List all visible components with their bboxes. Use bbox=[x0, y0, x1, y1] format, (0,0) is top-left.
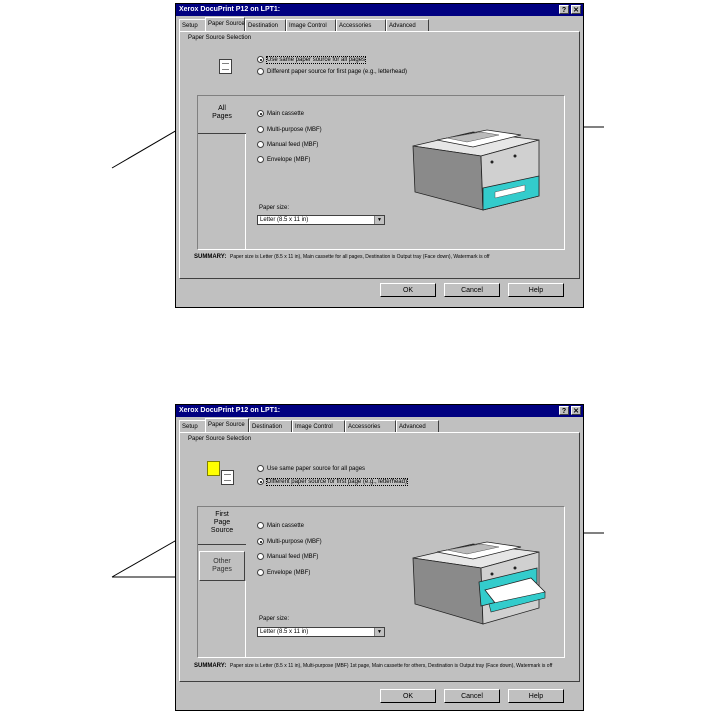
ok-button[interactable]: OK bbox=[380, 689, 436, 703]
paper-size-label: Paper size: bbox=[259, 205, 290, 211]
tab-image-control[interactable]: Image Control bbox=[292, 420, 345, 432]
radio-label: Use same paper source for all pages bbox=[267, 57, 366, 64]
tab-panel bbox=[179, 31, 580, 279]
radio-label: Envelope (MBF) bbox=[267, 570, 311, 577]
radio-label: Use same paper source for all pages bbox=[267, 466, 366, 473]
radio-label: Different paper source for first page (e.g., letterhead) bbox=[267, 69, 407, 76]
radio-button[interactable] bbox=[257, 110, 264, 117]
radio-label: Manual feed (MBF) bbox=[267, 142, 319, 149]
source-multi-purpose[interactable] bbox=[257, 538, 322, 546]
tab-paper-source[interactable]: Paper Source bbox=[205, 17, 245, 31]
printer-main-cassette-image bbox=[403, 118, 543, 218]
cancel-button[interactable]: Cancel bbox=[444, 689, 500, 703]
help-button[interactable]: Help bbox=[508, 689, 564, 703]
side-tab-divider bbox=[245, 134, 246, 249]
radio-label: Different paper source for first page (e.g., letterhead) bbox=[267, 479, 407, 486]
document-icon bbox=[219, 59, 232, 74]
tab-advanced[interactable]: Advanced bbox=[386, 19, 429, 31]
source-main-cassette[interactable] bbox=[257, 522, 304, 530]
radio-same-source[interactable] bbox=[257, 56, 365, 64]
document-icon bbox=[221, 470, 234, 485]
side-tab-first-page-source[interactable] bbox=[198, 507, 246, 545]
paper-size-select[interactable] bbox=[257, 627, 385, 637]
help-icon[interactable]: ? bbox=[559, 5, 569, 14]
section-title: Paper Source Selection bbox=[188, 35, 252, 41]
radio-same-source[interactable] bbox=[257, 465, 365, 473]
summary-label: SUMMARY: bbox=[194, 663, 227, 669]
source-envelope[interactable] bbox=[257, 569, 310, 577]
radio-button[interactable] bbox=[257, 68, 264, 75]
summary-text: Paper size is Letter (8.5 x 11 in), Main cassette for all pages, Destination is Output tray (Face down), Watermark is off bbox=[230, 254, 490, 260]
radio-button[interactable] bbox=[257, 126, 264, 133]
title-bar bbox=[176, 4, 583, 16]
tab-panel bbox=[179, 432, 580, 682]
dropdown-arrow-icon[interactable]: ▼ bbox=[374, 216, 384, 224]
radio-button[interactable] bbox=[257, 553, 264, 560]
tab-paper-source[interactable]: Paper Source bbox=[205, 418, 249, 432]
printer-properties-dialog-1 bbox=[175, 3, 584, 308]
radio-label: Main cassette bbox=[267, 111, 305, 118]
radio-label: Multi-purpose (MBF) bbox=[267, 127, 322, 134]
title-bar bbox=[176, 405, 583, 417]
source-manual-feed[interactable] bbox=[257, 141, 318, 149]
radio-button[interactable] bbox=[257, 141, 264, 148]
help-button[interactable]: Help bbox=[508, 283, 564, 297]
printer-multi-purpose-image bbox=[403, 532, 548, 637]
side-tab-label: First Page Source bbox=[210, 511, 234, 534]
radio-button[interactable] bbox=[257, 522, 264, 529]
paper-size-value: Letter (8.5 x 11 in) bbox=[260, 629, 309, 635]
window-title: Xerox DocuPrint P12 on LPT1: bbox=[179, 6, 281, 13]
side-tab-label: Other Pages bbox=[212, 558, 232, 573]
side-tab-divider bbox=[245, 581, 246, 657]
radio-button[interactable] bbox=[257, 465, 264, 472]
tab-accessories[interactable]: Accessories bbox=[336, 19, 386, 31]
tab-setup[interactable]: Setup bbox=[179, 420, 206, 432]
radio-button[interactable] bbox=[257, 56, 264, 63]
tab-advanced[interactable]: Advanced bbox=[396, 420, 439, 432]
document-icon-first-page bbox=[207, 461, 220, 476]
source-envelope[interactable] bbox=[257, 156, 310, 164]
source-manual-feed[interactable] bbox=[257, 553, 318, 561]
radio-label: Multi-purpose (MBF) bbox=[267, 539, 322, 546]
tab-accessories[interactable]: Accessories bbox=[345, 420, 396, 432]
window-title: Xerox DocuPrint P12 on LPT1: bbox=[179, 407, 281, 414]
radio-button[interactable] bbox=[257, 569, 264, 576]
cancel-button[interactable]: Cancel bbox=[444, 283, 500, 297]
summary-label: SUMMARY: bbox=[194, 254, 227, 260]
help-icon[interactable]: ? bbox=[559, 406, 569, 415]
radio-button[interactable] bbox=[257, 478, 264, 485]
radio-label: Main cassette bbox=[267, 523, 305, 530]
radio-button[interactable] bbox=[257, 538, 264, 545]
source-multi-purpose[interactable] bbox=[257, 126, 322, 134]
tab-destination[interactable]: Destination bbox=[249, 420, 292, 432]
printer-properties-dialog-2 bbox=[175, 404, 584, 711]
dropdown-arrow-icon[interactable]: ▼ bbox=[374, 628, 384, 636]
source-main-cassette[interactable] bbox=[257, 110, 304, 118]
paper-size-select[interactable] bbox=[257, 215, 385, 225]
close-icon[interactable]: ✕ bbox=[571, 406, 581, 415]
tab-image-control[interactable]: Image Control bbox=[286, 19, 336, 31]
section-title: Paper Source Selection bbox=[188, 436, 252, 442]
radio-button[interactable] bbox=[257, 156, 264, 163]
radio-different-source[interactable] bbox=[257, 68, 407, 76]
summary-text: Paper size is Letter (8.5 x 11 in), Multi-purpose (MBF) 1st page, Main cassette for others, Destination is Output tray (Face down), Watermark is off bbox=[230, 663, 553, 669]
ok-button[interactable]: OK bbox=[380, 283, 436, 297]
radio-label: Envelope (MBF) bbox=[267, 157, 311, 164]
tab-destination[interactable]: Destination bbox=[245, 19, 286, 31]
source-group bbox=[197, 506, 565, 658]
paper-size-value: Letter (8.5 x 11 in) bbox=[260, 217, 309, 223]
side-tab-label: All Pages bbox=[212, 105, 232, 120]
close-icon[interactable]: ✕ bbox=[571, 5, 581, 14]
paper-size-label: Paper size: bbox=[259, 616, 290, 622]
side-tab-other-pages[interactable] bbox=[199, 551, 245, 581]
radio-different-source[interactable] bbox=[257, 478, 407, 486]
source-group bbox=[197, 95, 565, 250]
tab-setup[interactable]: Setup bbox=[179, 19, 206, 31]
side-tab-all-pages[interactable] bbox=[198, 96, 246, 134]
radio-label: Manual feed (MBF) bbox=[267, 554, 319, 561]
